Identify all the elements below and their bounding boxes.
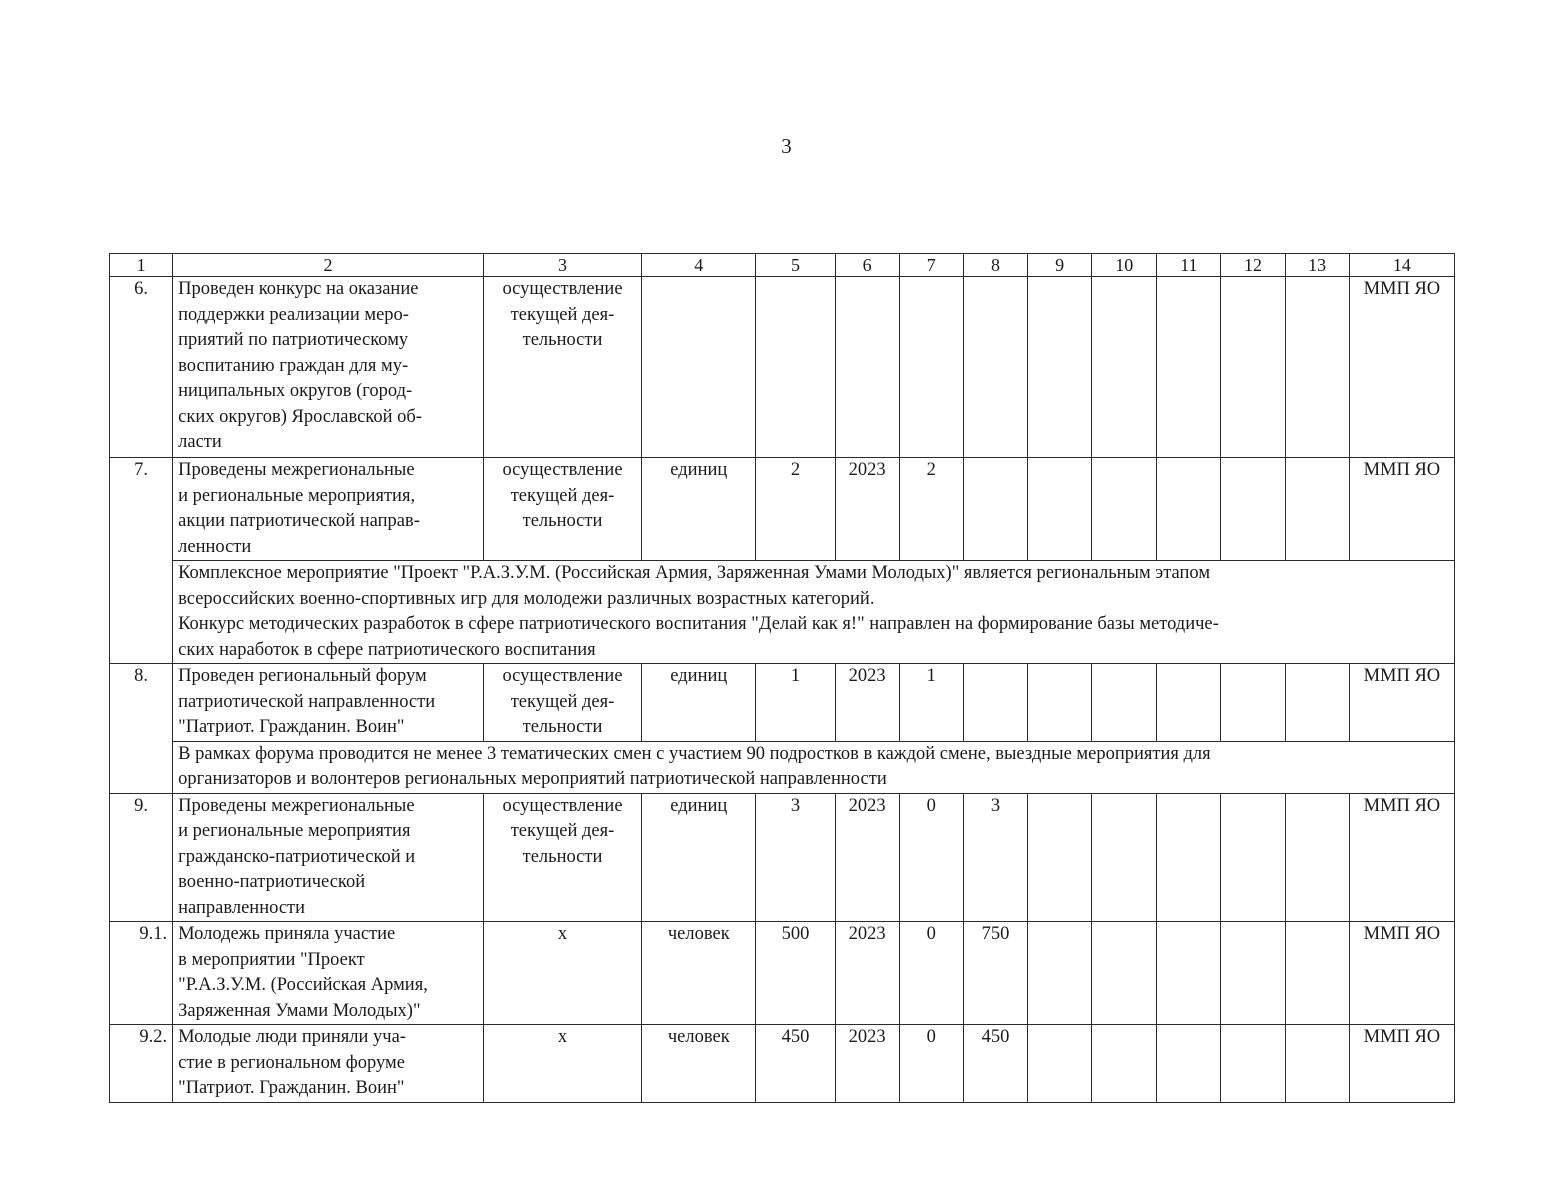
unit-cell: человек [642, 1025, 756, 1103]
table-row [110, 1025, 1455, 1103]
row-number: 9. [110, 793, 173, 922]
value-cell: 1 [899, 664, 963, 742]
header-cell: 11 [1157, 254, 1221, 277]
value-cell [1285, 922, 1349, 1025]
table-row [110, 277, 1455, 458]
value-cell [1092, 277, 1157, 458]
note-text: Комплексное мероприятие "Проект "Р.А.З.У.М. (Российская Армия, Заряженная Умами Молодых)" является региональным этапом всероссийских военно-спортивных игр для молодежи различных возрастных категорий. Конкурс методических разработок в сфере патриотического воспитания "Делай как я!" направлен на формирование базы методиче- ских наработок в сфере патриотического воспитания [173, 561, 1455, 664]
year-cell: 2023 [835, 1025, 899, 1103]
header-cell: 4 [642, 254, 756, 277]
header-cell: 7 [899, 254, 963, 277]
value-cell: 450 [756, 1025, 835, 1103]
unit-cell: единиц [642, 793, 756, 922]
header-cell: 12 [1221, 254, 1285, 277]
value-cell [1028, 793, 1092, 922]
activity-name: Проведены межрегиональные и региональные мероприятия, акции патриотической направ- ленности [173, 458, 484, 561]
header-cell: 3 [483, 254, 641, 277]
note-text: В рамках форума проводится не менее 3 тематических смен с участием 90 подростков в каждой смене, выездные мероприятия для организаторов и волонтеров региональных мероприятий патриотической направленности [173, 741, 1455, 793]
value-cell [756, 277, 835, 458]
value-cell: 3 [963, 793, 1027, 922]
value-cell: 2 [756, 458, 835, 561]
value-cell [1028, 664, 1092, 742]
value-cell [963, 458, 1027, 561]
value-cell [1221, 1025, 1285, 1103]
value-cell [1157, 793, 1221, 922]
unit-cell: единиц [642, 458, 756, 561]
value-cell [1285, 1025, 1349, 1103]
header-cell: 9 [1028, 254, 1092, 277]
year-cell: 2023 [835, 922, 899, 1025]
value-cell: 0 [899, 922, 963, 1025]
note-row [110, 561, 1455, 664]
activity-name: Молодые люди приняли уча- стие в региональном форуме "Патриот. Гражданин. Воин" [173, 1025, 484, 1103]
value-cell: 1 [756, 664, 835, 742]
note-row [110, 741, 1455, 793]
responsible-cell: ММП ЯО [1349, 664, 1454, 742]
value-cell [1157, 1025, 1221, 1103]
unit-cell: человек [642, 922, 756, 1025]
header-cell: 2 [173, 254, 484, 277]
value-cell: 500 [756, 922, 835, 1025]
value-cell [963, 664, 1027, 742]
year-cell [835, 277, 899, 458]
responsible-cell: ММП ЯО [1349, 277, 1454, 458]
year-cell: 2023 [835, 793, 899, 922]
value-cell [1092, 793, 1157, 922]
activity-type: осуществление текущей дея- тельности [483, 793, 641, 922]
activities-table [109, 253, 1455, 1103]
value-cell [1157, 664, 1221, 742]
responsible-cell: ММП ЯО [1349, 793, 1454, 922]
value-cell [1028, 1025, 1092, 1103]
table-row [110, 664, 1455, 742]
value-cell [1221, 458, 1285, 561]
activity-type: осуществление текущей дея- тельности [483, 277, 641, 458]
table-row [110, 922, 1455, 1025]
responsible-cell: ММП ЯО [1349, 1025, 1454, 1103]
activity-type: осуществление текущей дея- тельности [483, 664, 641, 742]
row-number: 9.1. [110, 922, 173, 1025]
header-cell: 6 [835, 254, 899, 277]
year-cell: 2023 [835, 458, 899, 561]
header-cell: 10 [1092, 254, 1157, 277]
value-cell [1285, 277, 1349, 458]
table-row [110, 793, 1455, 922]
activity-name: Проведены межрегиональные и региональные мероприятия гражданско-патриотической и военно-патриотической направленности [173, 793, 484, 922]
value-cell [1285, 793, 1349, 922]
value-cell [1092, 922, 1157, 1025]
value-cell [1157, 277, 1221, 458]
table-row [110, 458, 1455, 561]
value-cell: 750 [963, 922, 1027, 1025]
value-cell [963, 277, 1027, 458]
header-cell: 8 [963, 254, 1027, 277]
value-cell [1092, 458, 1157, 561]
value-cell [1028, 277, 1092, 458]
responsible-cell: ММП ЯО [1349, 922, 1454, 1025]
value-cell [1028, 922, 1092, 1025]
value-cell: 450 [963, 1025, 1027, 1103]
value-cell [899, 277, 963, 458]
activity-type: х [483, 1025, 641, 1103]
row-number: 9.2. [110, 1025, 173, 1103]
header-cell: 13 [1285, 254, 1349, 277]
page-number: 3 [781, 134, 792, 158]
activity-name: Проведен региональный форум патриотической направленности "Патриот. Гражданин. Воин" [173, 664, 484, 742]
value-cell: 2 [899, 458, 963, 561]
responsible-cell: ММП ЯО [1349, 458, 1454, 561]
activity-type: осуществление текущей дея- тельности [483, 458, 641, 561]
row-number: 7. [110, 458, 173, 664]
value-cell [1157, 922, 1221, 1025]
table-header-row [110, 254, 1455, 277]
row-number: 6. [110, 277, 173, 458]
year-cell: 2023 [835, 664, 899, 742]
unit-cell [642, 277, 756, 458]
activity-type: х [483, 922, 641, 1025]
header-cell: 5 [756, 254, 835, 277]
row-number: 8. [110, 664, 173, 794]
activity-name: Проведен конкурс на оказание поддержки реализации меро- приятий по патриотическому воспитанию граждан для му- ниципальных округов (город- ских округов) Ярославской об- ласти [173, 277, 484, 458]
unit-cell: единиц [642, 664, 756, 742]
value-cell [1028, 458, 1092, 561]
value-cell [1221, 922, 1285, 1025]
header-cell: 14 [1349, 254, 1454, 277]
header-cell: 1 [110, 254, 173, 277]
value-cell: 3 [756, 793, 835, 922]
value-cell [1221, 664, 1285, 742]
value-cell [1157, 458, 1221, 561]
value-cell: 0 [899, 1025, 963, 1103]
value-cell [1221, 793, 1285, 922]
value-cell [1092, 1025, 1157, 1103]
value-cell [1285, 664, 1349, 742]
activity-name: Молодежь приняла участие в мероприятии "Проект "Р.А.З.У.М. (Российская Армия, Заряженная Умами Молодых)" [173, 922, 484, 1025]
value-cell: 0 [899, 793, 963, 922]
value-cell [1221, 277, 1285, 458]
value-cell [1092, 664, 1157, 742]
value-cell [1285, 458, 1349, 561]
